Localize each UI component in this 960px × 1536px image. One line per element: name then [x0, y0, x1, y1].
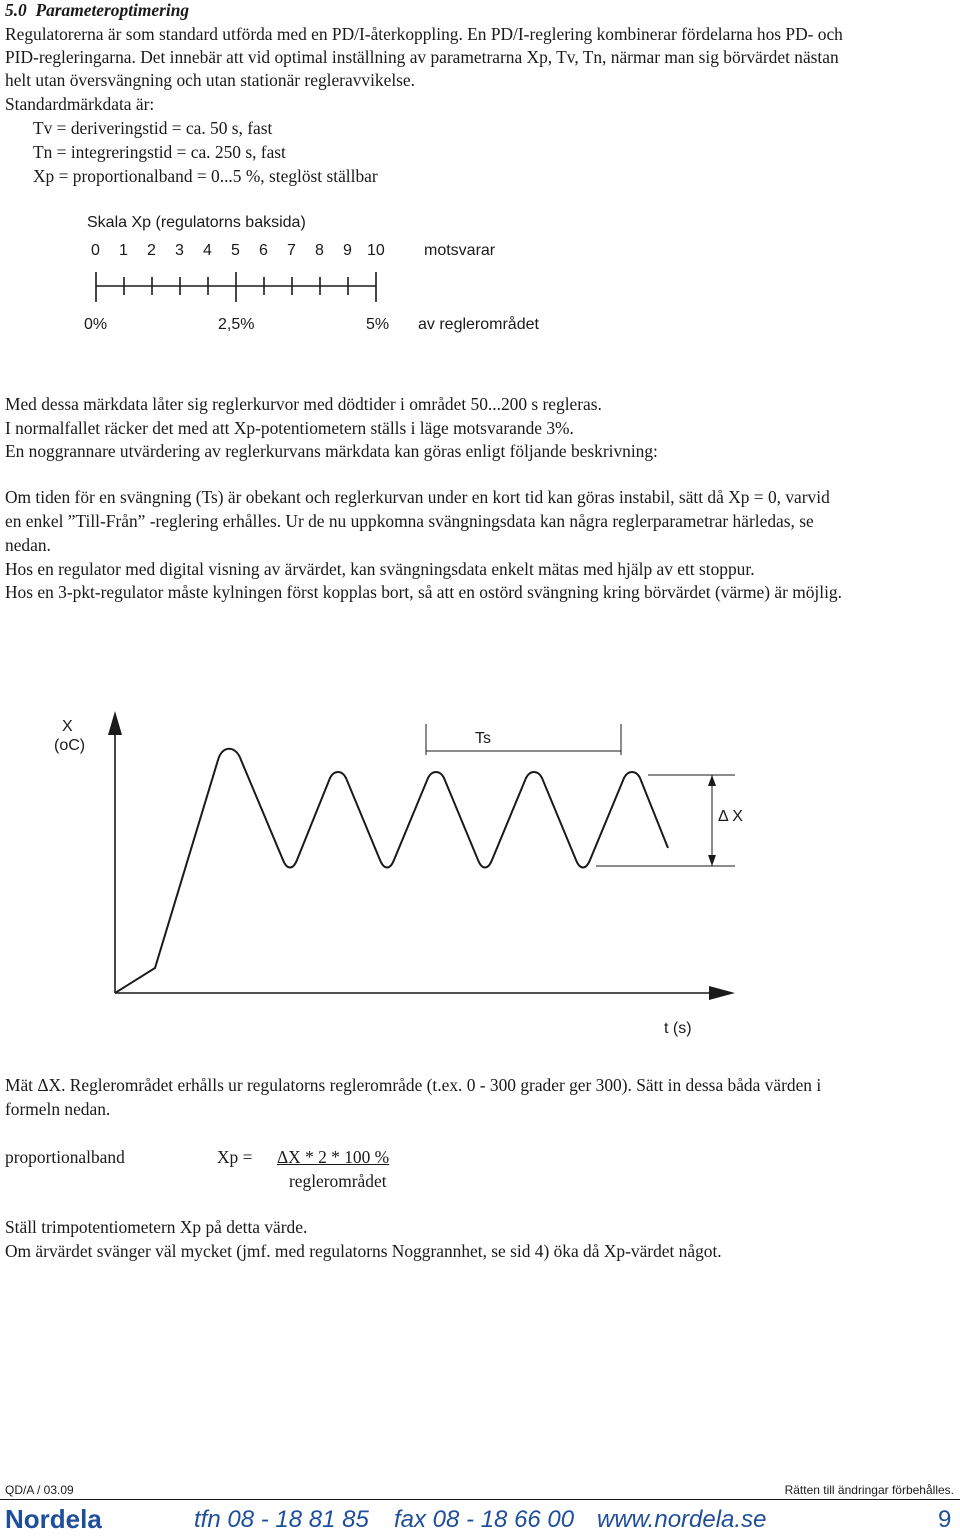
- y-axis-unit: (oC): [54, 737, 86, 754]
- section-number: 5.0: [5, 0, 27, 20]
- x-axis-label: t (s): [664, 1020, 692, 1037]
- footer-phone: tfn 08 - 18 81 85: [194, 1506, 369, 1533]
- para4-line: Mät ΔX. Reglerområdet erhålls ur regulatorns reglerområde (t.ex. 0 - 300 grader ger 300). Sätt in dessa båda värden i: [5, 1075, 822, 1095]
- formula-numerator: ΔX * 2 * 100 %: [277, 1147, 390, 1167]
- para2-line: En noggrannare utvärdering av reglerkurvans märkdata kan göras enligt följande beskrivning:: [5, 441, 658, 461]
- footer-rights: Rätten till ändringar förbehålles.: [784, 1483, 954, 1497]
- para2-line: I normalfallet räcker det med att Xp-potentiometern ställs i läge motsvarande 3%.: [5, 418, 574, 438]
- scale-tick-label: 3: [175, 242, 184, 259]
- scale-tick-label: 2: [147, 242, 156, 259]
- footer-web-link[interactable]: www.nordela.se: [597, 1506, 767, 1533]
- intro-line: helt utan översvängning och utan stationär regleravvikelse.: [5, 70, 415, 90]
- para3-line: Hos en regulator med digital visning av ärvärdet, kan svängningsdata enkelt mätas med hjälp av ett stoppur.: [5, 559, 755, 579]
- intro-line: Regulatorerna är som standard utförda med en PD/I-återkoppling. En PD/I-reglering kombinerar fördelarna hos PD- och: [5, 24, 843, 44]
- scale-tick-label: 9: [343, 242, 352, 259]
- param-line: Tv = deriveringstid = ca. 50 s, fast: [33, 118, 273, 138]
- scale-bottom-tick: 2,5%: [218, 316, 255, 333]
- scale-title: Skala Xp (regulatorns baksida): [87, 214, 306, 231]
- scale-tick-label: 1: [119, 242, 128, 259]
- scale-tick-label: 6: [259, 242, 268, 259]
- param-line: Tn = integreringstid = ca. 250 s, fast: [33, 142, 286, 162]
- formula-name: proportionalband: [5, 1147, 125, 1167]
- para5-line: Ställ trimpotentiometern Xp på detta värde.: [5, 1217, 308, 1237]
- para3-line: Hos en 3-pkt-regulator måste kylningen först kopplas bort, så att en ostörd svängning kring börvärdet (värme) är möjlig.: [5, 582, 842, 602]
- footer-divider: [0, 1499, 960, 1500]
- scale-tick-label: 10: [367, 242, 385, 259]
- footer-code: QD/A / 03.09: [5, 1483, 74, 1497]
- param-line: Xp = proportionalband = 0...5 %, steglöst ställbar: [33, 166, 378, 186]
- formula-lhs: Xp =: [217, 1147, 253, 1167]
- footer-fax: fax 08 - 18 66 00: [394, 1506, 575, 1533]
- para4-line: formeln nedan.: [5, 1099, 111, 1119]
- para3-line: nedan.: [5, 535, 51, 555]
- section-title: Parameteroptimering: [35, 0, 190, 20]
- para3-line: Om tiden för en svängning (Ts) är obekant och reglerkurvan under en kort tid kan göras instabil, sätt då Xp = 0, varvid: [5, 487, 830, 507]
- intro-line: PID-regleringarna. Det innebär att vid optimal inställning av parametrarna Xp, Tv, Tn, närmar man sig börvärdet nästan: [5, 47, 839, 67]
- ts-label: Ts: [475, 730, 491, 747]
- scale-tick-label: 0: [91, 242, 100, 259]
- scale-tick-label: 4: [203, 242, 212, 259]
- page-number: 9: [938, 1506, 952, 1533]
- y-axis-label: X: [62, 718, 73, 735]
- x-axis-arrow: [709, 986, 735, 1000]
- scale-tick-label: 8: [315, 242, 324, 259]
- scale-tick-label: 5: [231, 242, 240, 259]
- scale-top-label: motsvarar: [424, 242, 496, 259]
- scale-tick-label: 7: [287, 242, 296, 259]
- para5-line: Om ärvärdet svänger väl mycket (jmf. med regulatorns Noggrannhet, se sid 4) öka då Xp-värdet något.: [5, 1241, 722, 1261]
- control-curve: [115, 749, 668, 993]
- scale-bottom-label: av reglerområdet: [418, 316, 539, 333]
- para3-line: en enkel ”Till-Från” -reglering erhålles. Ur de nu uppkomna svängningsdata kan några reglerparametrar härledas, se: [5, 511, 814, 531]
- scale-bottom-tick: 0%: [84, 316, 108, 333]
- y-axis-arrow: [108, 711, 122, 735]
- formula-denominator: reglerområdet: [289, 1171, 387, 1191]
- scale-bottom-tick: 5%: [366, 316, 390, 333]
- brand-logo: Nordela: [5, 1504, 102, 1534]
- para2-line: Med dessa märkdata låter sig reglerkurvor med dödtider i området 50...200 s regleras.: [5, 394, 602, 414]
- intro-line: Standardmärkdata är:: [5, 94, 155, 114]
- delta-x-label: Δ X: [718, 808, 743, 825]
